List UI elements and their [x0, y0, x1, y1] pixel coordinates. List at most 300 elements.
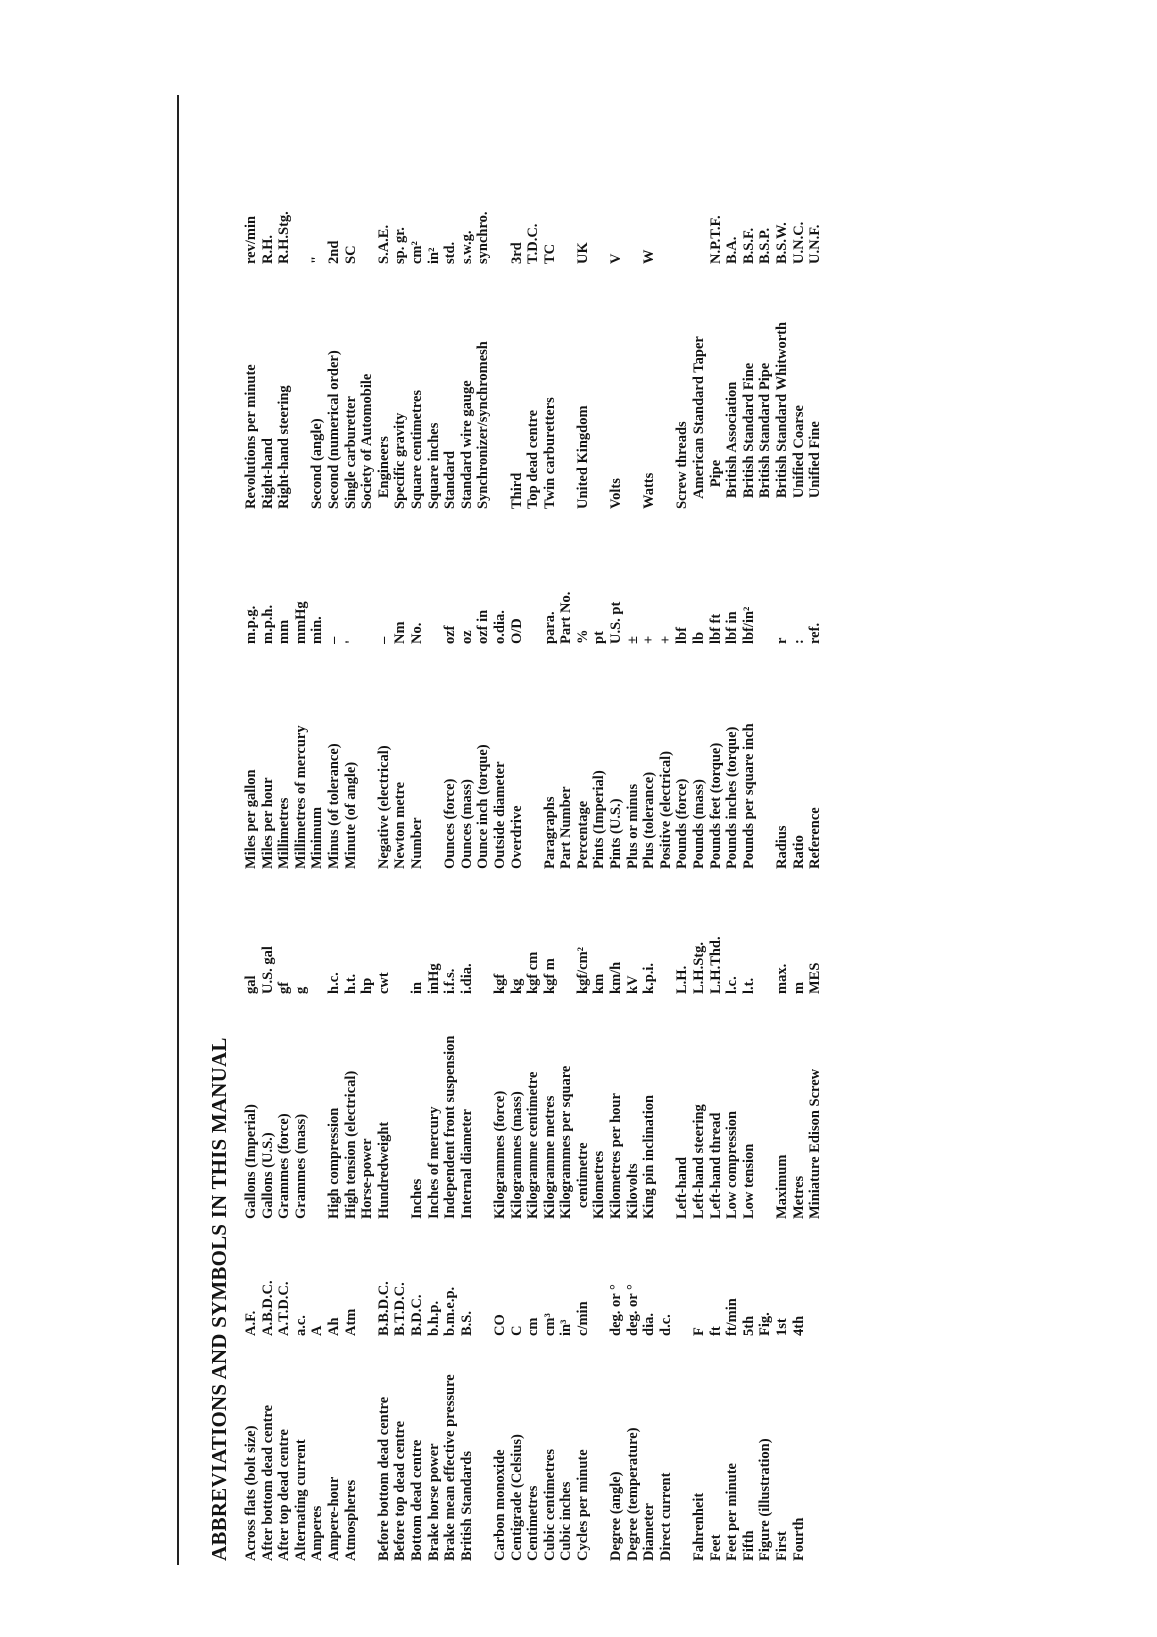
abbreviation-text: CO [491, 1314, 508, 1336]
abbreviation-text: rev/min [243, 215, 259, 264]
glossary-row [309, 539, 326, 869]
glossary-row [608, 889, 625, 1219]
abbreviation-text: lbf/in² [740, 606, 757, 644]
abbreviation-text: a.c. [292, 1315, 309, 1336]
term-text: Diameter [641, 1503, 658, 1561]
abbreviation-text: i.f.s. [442, 968, 459, 994]
glossary-row [492, 539, 509, 869]
term-text: Fourth [790, 1517, 807, 1561]
term-text: Minus (of tolerance) [325, 743, 342, 869]
term-text: Left-hand steering [691, 1104, 708, 1219]
term-text: Degree (angle) [608, 1471, 625, 1561]
abbreviation-text: kgf m [541, 958, 558, 994]
abbreviation-text: A.F. [243, 1310, 259, 1336]
term-text: Feet [707, 1534, 724, 1561]
term-text: Minimum [309, 806, 326, 869]
glossary-row [757, 539, 774, 869]
term-text: Minute (of angle) [342, 761, 359, 869]
term-text: Synchronizer/synchromesh [475, 341, 492, 509]
abbreviation-text: MES [807, 962, 824, 994]
term-text: Centigrade (Celsius) [508, 1434, 525, 1561]
term-text [558, 264, 575, 509]
abbreviation-text [591, 144, 608, 264]
term-text: Ounces (force) [442, 778, 459, 869]
glossary-row [459, 889, 476, 1219]
term-text: United Kingdom [574, 405, 591, 509]
abbreviation-text [625, 144, 642, 264]
term-text: Independent front suspension [442, 1035, 459, 1219]
term-text [309, 994, 326, 1219]
abbreviation-text: l.t. [740, 977, 757, 994]
glossary-row [691, 1231, 708, 1561]
abbreviation-text: kV [624, 975, 641, 994]
abbreviation-text: ' [342, 639, 359, 644]
term-text: Pounds per square inch [740, 723, 757, 869]
abbreviation-text [757, 539, 774, 644]
term-text: Alternating current [292, 1439, 309, 1561]
glossary-row [674, 1231, 691, 1561]
glossary-row [774, 1231, 791, 1561]
term-text: Unified Coarse [790, 405, 807, 509]
abbreviation-text: L.H. [674, 965, 691, 994]
term-text: Plus or minus [624, 783, 641, 869]
term-text: Outside diameter [491, 761, 508, 869]
term-text: Positive (electrical) [657, 751, 674, 869]
glossary-row [791, 1231, 808, 1561]
abbreviation-text: mm [276, 619, 293, 644]
glossary-row [426, 539, 443, 869]
glossary-row [575, 144, 592, 509]
term-text: Pipe [707, 459, 724, 509]
abbreviation-text: k.p.i. [641, 962, 658, 994]
term-text: Horse-power [359, 1138, 376, 1219]
abbreviation-text: hp [359, 977, 376, 994]
abbreviation-text: A.B.D.C. [259, 1280, 276, 1336]
glossary-row [359, 539, 376, 869]
term-text [392, 994, 409, 1219]
glossary-row [293, 539, 310, 869]
abbreviation-text: + [641, 635, 658, 644]
term-text: Metres [790, 1175, 807, 1219]
term-text: Cycles per minute [574, 1449, 591, 1561]
glossary-row [492, 1231, 509, 1561]
term-text: Millimetres of mercury [292, 725, 309, 869]
glossary-row [724, 539, 741, 869]
term-text: Number [408, 817, 425, 869]
abbreviation-text [359, 144, 376, 264]
glossary-row [376, 1231, 393, 1561]
glossary-row [691, 539, 708, 869]
abbreviation-text: U.N.F. [807, 224, 824, 264]
abbreviation-text: m.p.g. [243, 605, 259, 644]
term-text: Internal diameter [458, 1109, 475, 1219]
term-text: Percentage [574, 800, 591, 869]
glossary-row [741, 889, 758, 1219]
abbreviation-text: 3rd [508, 242, 525, 264]
glossary-row [741, 1231, 758, 1561]
glossary-row [326, 144, 343, 509]
glossary-row [575, 889, 592, 1219]
glossary-row [309, 1231, 326, 1561]
glossary-row [641, 1231, 658, 1561]
glossary-row [542, 1231, 559, 1561]
abbreviation-text: U.S. pt [608, 601, 625, 644]
glossary-row [575, 539, 592, 869]
abbreviation-text: T.D.C. [525, 223, 542, 264]
rotated-content [185, 95, 1157, 1565]
glossary-row [509, 889, 526, 1219]
abbreviation-text: B.A. [724, 236, 741, 264]
term-text: After bottom dead centre [259, 1404, 276, 1561]
glossary-row [608, 539, 625, 869]
term-text: Society of Automobile [359, 373, 376, 509]
abbreviation-text: km [591, 973, 608, 994]
term-text: Revolutions per minute [243, 364, 259, 509]
abbreviation-text [426, 539, 443, 644]
abbreviation-text: d.c. [657, 1314, 674, 1336]
abbreviation-text: gf [276, 981, 293, 994]
term-text: Screw threads [674, 421, 691, 509]
term-text: Fahrenheit [691, 1492, 708, 1561]
term-text: Grammes (mass) [292, 1113, 309, 1219]
abbreviation-text: 2nd [325, 240, 342, 264]
term-text: Newton metre [392, 781, 409, 869]
term-text: Left-hand thread [707, 1112, 724, 1219]
abbreviation-text: km/h [608, 961, 625, 994]
term-text [757, 994, 774, 1219]
term-text: Kilogrammes (mass) [508, 1091, 525, 1219]
glossary-row [625, 539, 642, 869]
abbreviation-text [658, 144, 675, 264]
abbreviation-text: A.T.D.C. [276, 1281, 293, 1336]
abbreviation-text: c/min [574, 1301, 591, 1336]
glossary-row [575, 1231, 592, 1561]
term-text: Kilometres [591, 1150, 608, 1219]
glossary-row [641, 144, 658, 509]
abbreviation-text: V [608, 253, 625, 264]
abbreviation-text [293, 144, 310, 264]
term-text: High compression [325, 1107, 342, 1219]
glossary-row [741, 539, 758, 869]
glossary-row [409, 539, 426, 869]
term-text: Pounds (mass) [691, 779, 708, 869]
abbreviation-text: ozf [442, 625, 459, 644]
term-text: British Standard Fine [740, 362, 757, 509]
abbreviation-text: : [790, 639, 807, 644]
glossary-row [558, 144, 575, 509]
glossary-row [525, 144, 542, 509]
abbreviation-text [525, 539, 542, 644]
glossary-row [509, 1231, 526, 1561]
abbreviation-text: B.B.D.C. [375, 1281, 392, 1336]
glossary-row [276, 144, 293, 509]
term-text [475, 994, 492, 1219]
glossary-row [608, 144, 625, 509]
abbreviation-text: in² [425, 247, 442, 264]
term-text: Standard wire gauge [458, 380, 475, 509]
glossary-row [392, 889, 409, 1219]
glossary-row [326, 889, 343, 1219]
glossary-row [426, 889, 443, 1219]
glossary-row [409, 144, 426, 509]
term-text: Gallons (Imperial) [243, 1104, 259, 1219]
abbreviation-text: W [641, 249, 658, 264]
term-text [359, 644, 376, 869]
glossary-row [409, 1231, 426, 1561]
glossary-row [343, 144, 360, 509]
abbreviation-text: ref. [807, 622, 824, 644]
abbreviation-text: oz [458, 630, 475, 644]
abbreviation-text: h.c. [325, 972, 342, 994]
term-text: First [774, 1531, 790, 1561]
term-text: Direct current [657, 1472, 674, 1561]
abbreviation-text: gal [243, 975, 259, 994]
term-text: Specific gravity [392, 412, 409, 509]
abbreviation-text [492, 144, 509, 264]
term-text: Pounds inches (torque) [724, 726, 741, 869]
glossary-row [791, 144, 808, 509]
term-text: Unified Fine [807, 421, 824, 509]
term-text: Cubic inches [558, 1481, 575, 1561]
term-text: Bottom dead centre [408, 1439, 425, 1561]
abbreviation-text: L.H.Thd. [707, 936, 724, 994]
abbreviation-text: – [375, 636, 392, 644]
term-text: Square inches [425, 422, 442, 509]
glossary-row [243, 1231, 260, 1561]
abbreviation-text: S.A.E. [375, 224, 392, 264]
abbreviation-text [558, 889, 575, 994]
glossary-row [293, 1231, 310, 1561]
term-text [757, 644, 774, 869]
glossary-row [708, 889, 725, 1219]
abbreviation-text: lbf [674, 627, 691, 644]
glossary-row [459, 539, 476, 869]
abbreviation-text: synchro. [475, 211, 492, 264]
glossary-row [376, 889, 393, 1219]
term-text: Single carburetter [342, 396, 359, 509]
glossary-row [658, 889, 675, 1219]
glossary-row [625, 889, 642, 1219]
glossary-row [724, 889, 741, 1219]
abbreviation-text: " [309, 255, 326, 264]
term-text: Inches [408, 1178, 425, 1219]
term-text: Before top dead centre [392, 1420, 409, 1561]
abbreviation-text: Ah [325, 1317, 342, 1336]
abbreviation-text: SC [342, 245, 359, 264]
abbreviation-text: r [774, 637, 790, 644]
glossary-row [293, 144, 310, 509]
abbreviation-text: Atm [342, 1308, 359, 1336]
abbreviation-text: ft/min [724, 1298, 741, 1336]
glossary-row [591, 144, 608, 509]
term-text [625, 264, 642, 509]
glossary-row [359, 1231, 376, 1561]
abbreviation-text: F [691, 1327, 708, 1336]
glossary-row [309, 889, 326, 1219]
term-text: Pints (Imperial) [591, 770, 608, 869]
glossary-row [326, 539, 343, 869]
abbreviation-text: No. [408, 622, 425, 644]
abbreviation-text: cwt [375, 972, 392, 994]
abbreviation-text: % [574, 629, 591, 644]
glossary-row [260, 1231, 277, 1561]
glossary-row [442, 539, 459, 869]
abbreviation-text: O/D [508, 618, 525, 644]
abbreviation-text [674, 144, 691, 264]
term-text: Paragraphs [541, 796, 558, 869]
glossary-row [376, 144, 393, 509]
glossary-row [525, 889, 542, 1219]
glossary-row [392, 144, 409, 509]
abbreviation-text: i.dia. [458, 963, 475, 994]
term-text: Third [508, 472, 525, 509]
abbreviation-text [757, 889, 774, 994]
column-2 [243, 889, 824, 1219]
term-text: Reference [807, 807, 824, 869]
term-text: Negative (electrical) [375, 745, 392, 869]
abbreviation-text: U.N.C. [790, 221, 807, 264]
term-text: High tension (electrical) [342, 1070, 359, 1219]
term-text: Right-hand [259, 438, 276, 509]
term-text: Twin carburetters [541, 397, 558, 509]
abbreviation-text: U.S. gal [259, 946, 276, 994]
glossary-row [525, 539, 542, 869]
abbreviation-text: kgf [491, 973, 508, 994]
term-text: Top dead centre [525, 409, 542, 509]
abbreviation-text: in [408, 981, 425, 994]
glossary-row [442, 1231, 459, 1561]
term-text: King pin inclination [641, 1094, 658, 1219]
abbreviation-text: h.t. [342, 973, 359, 994]
abbreviation-text: ± [624, 636, 641, 644]
abbreviation-text: Part No. [558, 591, 575, 644]
term-text: Standard [442, 450, 459, 509]
abbreviation-text: C [508, 1325, 525, 1336]
column-4 [243, 144, 824, 509]
term-text [359, 1336, 376, 1561]
term-text [591, 1336, 608, 1561]
glossary-row [674, 539, 691, 869]
glossary-row [343, 539, 360, 869]
term-text: Brake mean effective pressure [442, 1374, 459, 1561]
glossary-row [691, 144, 708, 509]
glossary-row [708, 539, 725, 869]
page-title: ABBREVIATIONS AND SYMBOLS IN THIS MANUAL [207, 1037, 231, 1561]
glossary-row [260, 144, 277, 509]
abbreviation-text: ozf in [475, 609, 492, 644]
term-text: Radius [774, 825, 790, 869]
abbreviation-text [674, 1231, 691, 1336]
glossary-row [542, 539, 559, 869]
glossary-row [475, 539, 492, 869]
abbreviation-text [392, 889, 409, 994]
abbreviation-text: g [292, 986, 309, 994]
term-text: Kilogramme metres [541, 1095, 558, 1219]
term-text [426, 644, 443, 869]
term-text: Grammes (force) [276, 1113, 293, 1219]
glossary-row [442, 144, 459, 509]
glossary-row [558, 889, 575, 1219]
term-text: Millimetres [276, 797, 293, 869]
term-text: Miles per hour [259, 777, 276, 869]
glossary-row [807, 889, 824, 1219]
glossary-row [260, 539, 277, 869]
glossary-row [757, 889, 774, 1219]
abbreviation-text: b.h.p. [425, 1300, 442, 1336]
term-text: Pounds feet (torque) [707, 742, 724, 869]
glossary-row [558, 539, 575, 869]
glossary-row [525, 1231, 542, 1561]
glossary-row [708, 1231, 725, 1561]
abbreviation-text: 4th [790, 1315, 807, 1336]
abbreviation-text: kg [508, 978, 525, 994]
term-text: Gallons (U.S.) [259, 1132, 276, 1219]
term-text [492, 264, 509, 509]
term-text: Kilogrammes (force) [491, 1090, 508, 1219]
abbreviation-text: l.c. [724, 976, 741, 994]
abbreviation-text: o.dia. [491, 610, 508, 644]
glossary-row [807, 539, 824, 869]
glossary-row [426, 1231, 443, 1561]
abbreviation-text: s.w.g. [458, 230, 475, 264]
abbreviation-text: pt [591, 631, 608, 644]
term-text: Ratio [790, 835, 807, 869]
glossary-row [691, 889, 708, 1219]
term-text: Atmospheres [342, 1479, 359, 1561]
term-text: Pounds (force) [674, 778, 691, 869]
term-text: Cubic centimetres [541, 1448, 558, 1561]
term-text: Overdrive [508, 805, 525, 869]
term-text: Miniature Edison Screw [807, 1068, 824, 1219]
abbreviation-text: B.S.F. [740, 227, 757, 264]
glossary-row [774, 539, 791, 869]
glossary-row [326, 1231, 343, 1561]
glossary-row [392, 1231, 409, 1561]
abbreviation-text [691, 144, 708, 264]
glossary-row [724, 1231, 741, 1561]
glossary-row [509, 144, 526, 509]
abbreviation-text [475, 889, 492, 994]
term-text: Brake horse power [425, 1443, 442, 1561]
abbreviation-text: Nm [392, 621, 409, 644]
glossary-row [509, 539, 526, 869]
glossary-row [475, 889, 492, 1219]
term-text: Fifth [740, 1530, 757, 1561]
abbreviation-text: inHg [425, 963, 442, 994]
abbreviation-text: kgf/cm² [574, 946, 591, 994]
glossary-row [658, 1231, 675, 1561]
abbreviation-text: para. [541, 611, 558, 644]
term-text: Feet per minute [724, 1463, 741, 1561]
term-text [525, 644, 542, 869]
term-text: Right-hand steering [276, 385, 293, 509]
abbreviation-text: B.D.C. [408, 1294, 425, 1336]
glossary-row [426, 144, 443, 509]
glossary-row [608, 1231, 625, 1561]
glossary-row [492, 889, 509, 1219]
term-text: Engineers [375, 436, 392, 509]
term-text: Before bottom dead centre [375, 1396, 392, 1561]
abbreviation-text: R.H. [259, 235, 276, 264]
term-text: centimetre [574, 1142, 591, 1219]
glossary-row [674, 889, 691, 1219]
glossary-row [641, 539, 658, 869]
abbreviation-text: deg. or ° [624, 1284, 641, 1336]
term-text: American Standard Taper [691, 336, 708, 509]
term-text: Volts [608, 478, 625, 509]
abbreviation-text: max. [774, 963, 790, 994]
term-text: Miles per gallon [243, 769, 259, 869]
